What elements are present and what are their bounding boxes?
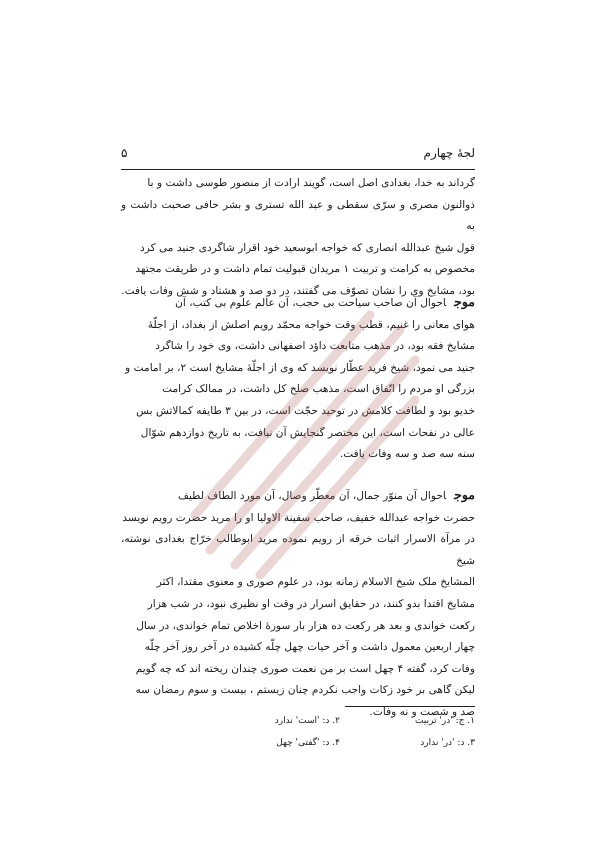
footnote-rule	[345, 706, 475, 707]
section-marker: موج	[454, 294, 475, 309]
paragraph-3	[121, 484, 475, 724]
page-number: ۵	[121, 146, 128, 160]
text-line: مشایخ فقه بود، در مذهب متابعت داؤد اصفهانی داشت، وی خود را شاگرد	[155, 340, 475, 353]
footnote: ۲. د: 'است' ندارد	[274, 716, 340, 726]
footnote: ۳. د: 'در' ندارد	[420, 738, 475, 748]
text-line: بود، مشایخ وی را نشان تصوّف می گفتند، در دو صد و هشتاد و شش وفات یافت.	[121, 284, 475, 297]
section-marker: موج	[454, 487, 475, 502]
text-line: خدیو بود و لطافت کلامش در توحید حجّت است، در بین ۳ طایفه کمالاتش بس	[136, 404, 475, 417]
text-line: حضرت خواجه عبدالله خفیف، صاحب سفینة الاولیا او را مرید حضرت رویم نویسد	[122, 511, 475, 524]
header-rule	[121, 169, 475, 170]
text-line: قول شیخ عبدالله انصاری که خواجه ابوسعید خود اقرار شاگردی جنید می کرد	[140, 241, 475, 254]
text-line: در مرآة الاسرار اثبات خرقه از رویم نموده مرید ابوطالب خرّاج بغدادی نوشته، شیخ	[121, 533, 475, 567]
footnote: ۴. د: 'گفتی' چهل	[276, 738, 340, 748]
text-line-content: احوال آن منوّر جمال، آن معطّر وصال، آن مورد الطاف لطیف	[177, 490, 447, 502]
text-line: سنه سه صد و سه وفات یافت.	[339, 448, 475, 461]
page-header	[121, 146, 475, 166]
text-line: مخصوص به کرامت و تربیت ۱ مریدان قبولیت تمام داشت و در طریقت مجتهد	[135, 263, 475, 276]
text-line-content: احوال آن صاحب سیاحت بی حجب، آن عالم علوم بی کتب، آن	[175, 297, 447, 309]
text-line: لیکن گاهی بر خود زکات واجب نکردم چنان زیستم ، بیست و سوم رمضان سه	[135, 684, 475, 697]
text-line: مشایخ اقتدا بدو کنند، در حقایق اسرار در وقت او نظیری نبود، در شب هزار	[147, 597, 475, 610]
text-line: المشایخ ملک شیخ الاسلام زمانه بود، در علوم صوری و معنوی مقتدا، اکثر	[156, 576, 475, 589]
text-line	[121, 291, 475, 315]
running-title: لجهٔ چهارم	[423, 146, 475, 160]
footnote: ۱. ج: 'در' تربیت	[415, 716, 475, 726]
text-line: صد و شصت و نه وفات.	[369, 705, 475, 718]
text-line: وفات کرد، گفته ۴ چهل است بر من نعمت صوری چندان ریخته اند که چه گویم	[135, 662, 475, 675]
paragraph-1	[121, 173, 475, 303]
text-line	[121, 484, 475, 508]
text-line: ذوالنون مصری و سرّی سقطی و عبد الله تستری و بشر حافی صحبت داشت و به	[121, 198, 475, 233]
text-line: بزرگی او مردم را اتّفاق است، مذهب صلح کل داشت، در ممالک کرامت	[162, 383, 475, 396]
text-line: گرداند به خدا، بغدادی اصل است، گویند ارادت از منصور طوسی داشت و با	[147, 177, 475, 189]
text-line: هوای معانی را غنیم، قطب وقت خواجه محمّد رویم اصلش از بغداد، از اجلّهٔ	[147, 318, 475, 331]
text-line: جنید می نمود، شیخ فرید عطّار نویسد که وی از اجلّهٔ مشایخ است ۲، بر امامت و	[125, 361, 475, 374]
text-line: رکعت خواندی و بعد هر رکعت ده هزار بار سورهٔ اخلاص تمام خواندی، در سال	[136, 619, 475, 632]
text-line: عالی در نفحات است، این مختصر گنجایش آن نیافت، به تاریخ دوازدهم شوّال	[140, 426, 475, 439]
paragraph-2	[121, 291, 475, 466]
text-line: چهار اربعین معمول داشت و آخر حیات چهل چلّه کشیده در آخر روز آخر چلّه	[144, 641, 475, 654]
